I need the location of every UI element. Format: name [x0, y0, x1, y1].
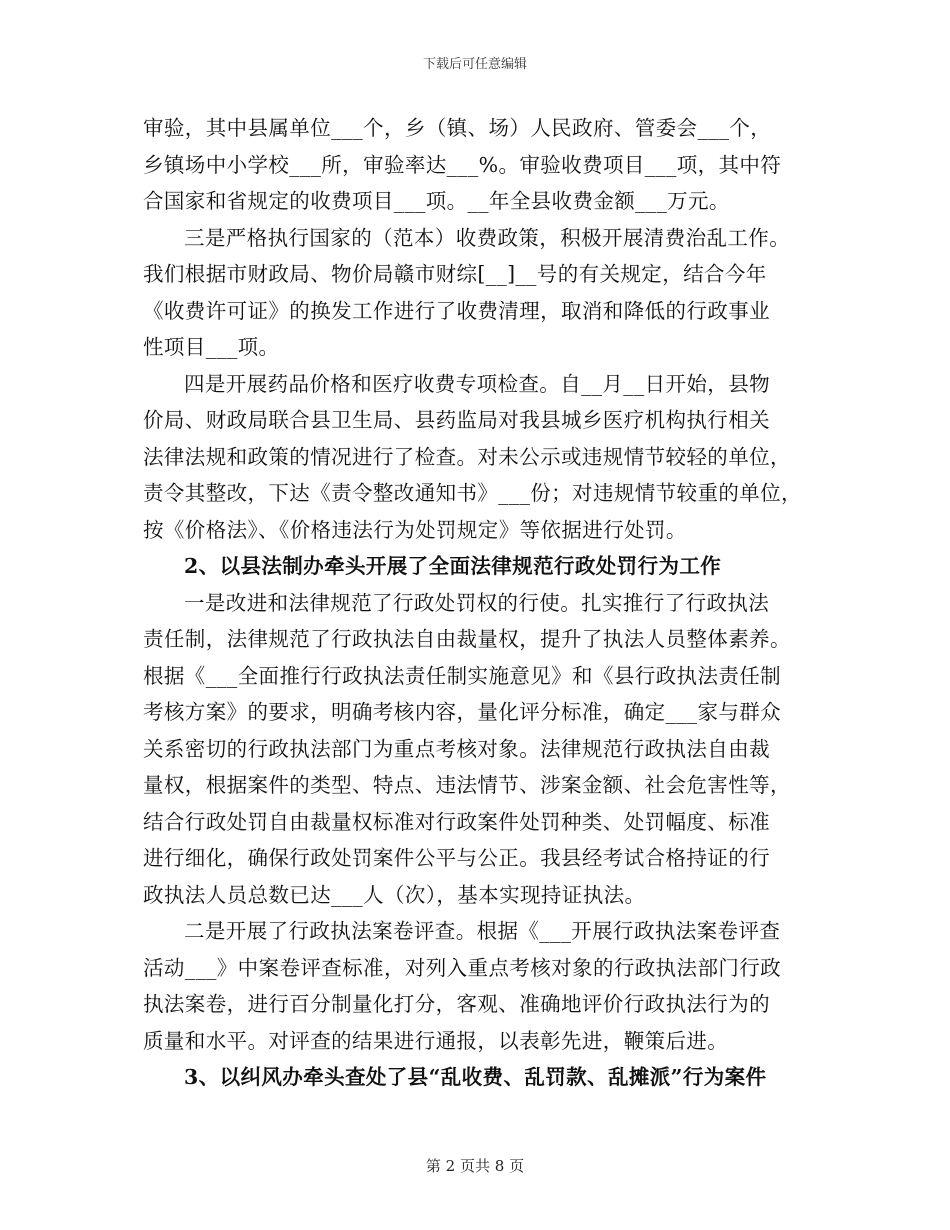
page-header: 下载后可任意编辑 [422, 57, 527, 72]
document-body [143, 110, 823, 1096]
paragraph-line: 价局、财政局联合县卫生局、县药监局对我县城乡医疗机构执行相关 [143, 408, 770, 432]
paragraph-line: 乡镇场中小学校___所，审验率达___%。审验收费项目___项，其中符 [143, 152, 782, 177]
paragraph-line: 根据《___全面推行行政执法责任制实施意见》和《县行政执法责任制 [143, 663, 782, 688]
paragraph-line: 法律法规和政策的情况进行了检查。对未公示或违规情节较轻的单位， [143, 444, 791, 469]
paragraph-line: 关系密切的行政执法部门为重点考核对象。法律规范行政执法自由裁 [143, 736, 770, 761]
page-footer: 第 2 页共 8 页 [425, 1157, 525, 1175]
paragraph-line: 合国家和省规定的收费项目___项。__年全县收费金额___万元。 [143, 189, 730, 213]
paragraph-line: 政执法人员总数已达___人（次），基本实现持证执法。 [143, 882, 646, 907]
paragraph-line: 审验，其中县属单位___个，乡（镇、场）人民政府、管委会___个， [143, 116, 772, 140]
paragraph-line: 活动___》中案卷评查标准，对列入重点考核对象的行政执法部门行政 [143, 955, 782, 980]
paragraph-line: 《收费许可证》的换发工作进行了收费清理，取消和降低的行政事业 [143, 298, 770, 323]
paragraph-first-line: 二是开展了行政执法案卷评查。根据《___开展行政执法案卷评查 [184, 919, 781, 943]
paragraph-line: 性项目___项。 [143, 335, 280, 359]
paragraph-line: 执法案卷，进行百分制量化打分，客观、准确地评价行政执法行为的 [143, 992, 770, 1016]
section-heading: 2、以县法制办牵头开展了全面法律规范行政处罚行为工作 [184, 554, 722, 578]
paragraph-line: 我们根据市财政局、物价局赣市财综[__]__号的有关规定，结合今年 [143, 262, 767, 286]
paragraph-line: 按《价格法》、《价格违法行为处罚规定》等依据进行处罚。 [143, 517, 687, 542]
paragraph-line: 责令其整改，下达《责令整改通知书》___份；对违规情节较重的单位， [143, 481, 802, 505]
paragraph-line: 质量和水平。对评查的结果进行通报，以表彰先进，鞭策后进。 [143, 1028, 729, 1053]
paragraph-first-line: 四是开展药品价格和医疗收费专项检查。自__月__日开始，县物 [184, 371, 770, 396]
paragraph-line: 考核方案》的要求，明确考核内容，量化评分标准，确定___家与群众 [143, 700, 782, 724]
section-heading: 3、以纠风办牵头查处了县“乱收费、乱罚款、乱摊派”行为案件 [184, 1065, 767, 1089]
paragraph-line: 量权，根据案件的类型、特点、违法情节、涉案金额、社会危害性等， [143, 773, 791, 797]
paragraph-line: 责任制，法律规范了行政执法自由裁量权，提升了执法人员整体素养。 [143, 627, 791, 651]
paragraph-line: 结合行政处罚自由裁量权标准对行政案件处罚种类、处罚幅度、标准 [143, 809, 770, 834]
paragraph-line: 进行细化，确保行政处罚案件公平与公正。我县经考试合格持证的行 [143, 846, 770, 870]
paragraph-first-line: 一是改进和法律规范了行政处罚权的行使。扎实推行了行政执法 [184, 590, 770, 615]
paragraph-first-line: 三是严格执行国家的（范本）收费政策，积极开展清费治乱工作。 [184, 225, 791, 250]
